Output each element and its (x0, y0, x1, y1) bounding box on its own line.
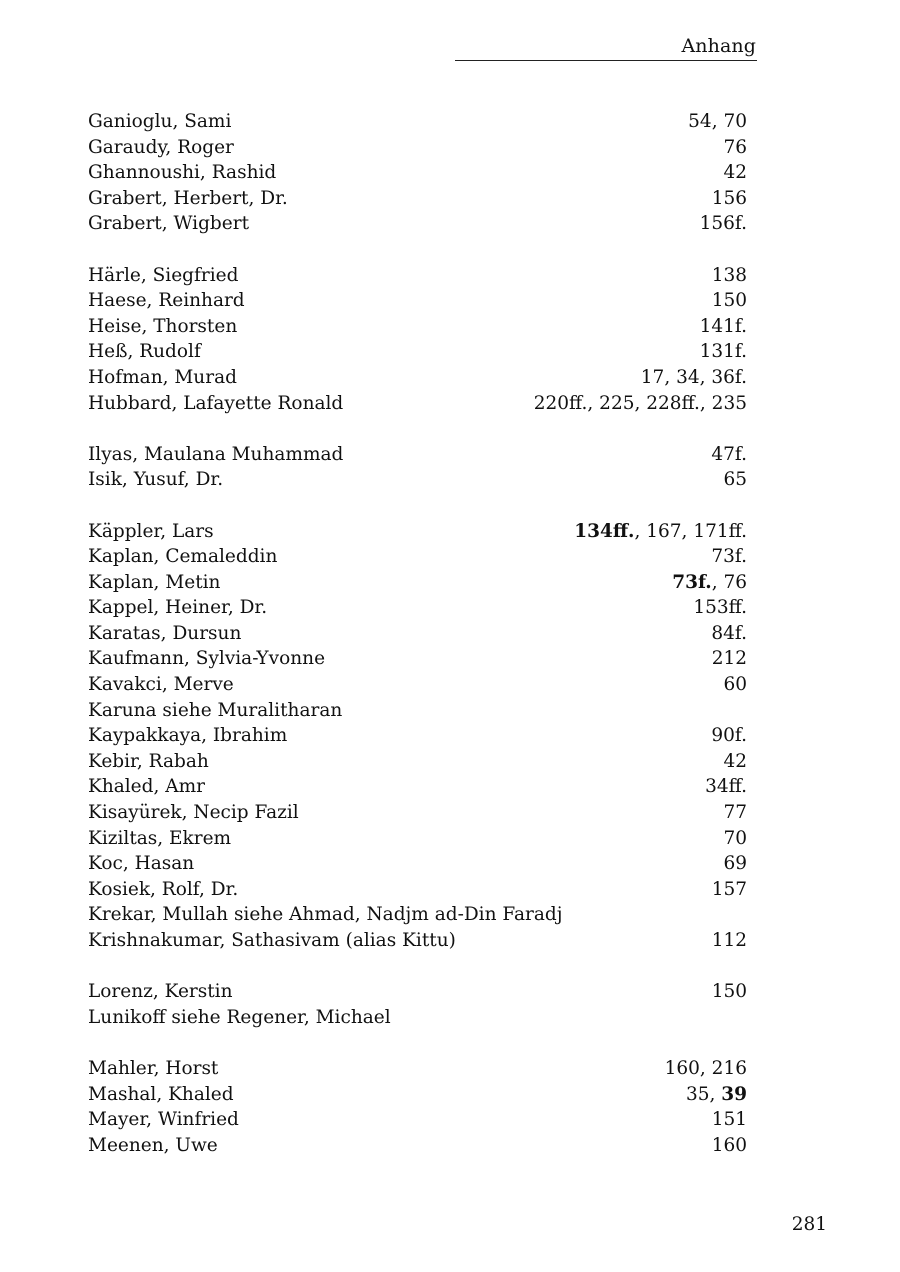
index-entry (88, 365, 747, 391)
index-entry (88, 1056, 747, 1082)
page-number: 281 (791, 1214, 827, 1235)
group-spacer (88, 416, 747, 442)
page-ref: 160, 216 (664, 1057, 747, 1079)
index-entry (88, 672, 747, 698)
entry-pages (700, 339, 747, 365)
entry-name: Isik, Yusuf, Dr. (88, 469, 224, 491)
page-ref: 54, 70 (688, 111, 747, 132)
page-ref: 70 (723, 827, 747, 849)
index-entry (88, 442, 747, 468)
entry-name: Hubbard, Lafayette Ronald (88, 392, 344, 414)
entry-name: Lorenz, Kerstin (88, 981, 233, 1003)
entry-pages (712, 186, 747, 212)
page-ref: 160 (711, 1134, 747, 1156)
page-ref: 112 (711, 930, 747, 951)
group-spacer (88, 954, 747, 980)
entry-pages (723, 135, 747, 161)
entry-pages (723, 851, 747, 877)
page-ref: 156f. (699, 213, 747, 235)
page-ref: 65 (723, 469, 747, 491)
entry-pages (686, 1082, 747, 1108)
page-ref: 69 (723, 853, 747, 875)
index-entry (88, 698, 747, 724)
entry-pages (711, 442, 747, 468)
entry-pages (693, 595, 747, 621)
entry-pages (723, 800, 747, 826)
page-ref: 73f. (711, 546, 747, 568)
entry-name: Karuna siehe Muralitharan (88, 699, 343, 721)
entry-pages (712, 928, 747, 954)
index-entry (88, 1005, 747, 1031)
entry-name: Käppler, Lars (88, 520, 214, 542)
entry-pages (712, 288, 747, 314)
page-ref: 220ff., 225, 228ff., 235 (533, 392, 747, 414)
page-ref: 34ff. (705, 776, 747, 798)
index-entry (88, 774, 747, 800)
page-ref-bold: 73f. (672, 571, 712, 593)
index-entry (88, 979, 747, 1005)
index-entry (88, 749, 747, 775)
entry-pages (700, 314, 747, 340)
entry-name: Kaplan, Cemaleddin (88, 546, 278, 568)
index-entry (88, 314, 747, 340)
entry-name: Garaudy, Roger (88, 136, 234, 158)
index-entry (88, 109, 747, 135)
page-ref-bold: 39 (721, 1083, 747, 1105)
index-entry (88, 902, 747, 928)
page-ref: 76 (723, 136, 747, 158)
page-ref: 77 (723, 802, 747, 824)
entry-name: Kebir, Rabah (88, 750, 209, 772)
entry-pages (534, 391, 747, 417)
entry-name: Ganioglu, Sami (88, 111, 232, 132)
entry-pages (712, 263, 747, 289)
index-entry (88, 1107, 747, 1133)
index-entry (88, 928, 747, 954)
index-entry (88, 135, 747, 161)
page-ref: , 76 (711, 571, 747, 593)
page-ref: 150 (711, 981, 747, 1003)
entry-name: Ilyas, Maulana Muhammad (88, 443, 344, 465)
entry-name: Haese, Reinhard (88, 290, 245, 312)
page-ref: 47f. (711, 443, 747, 465)
index-entry (88, 211, 747, 237)
entry-name: Ghannoushi, Rashid (88, 162, 277, 184)
index-entry (88, 595, 747, 621)
index-entry (88, 723, 747, 749)
entry-name: Kaplan, Metin (88, 571, 221, 593)
entry-name: Koc, Hasan (88, 853, 195, 875)
page-ref: 84f. (711, 622, 747, 644)
entry-name: Heß, Rudolf (88, 341, 201, 363)
entry-pages (705, 774, 747, 800)
entry-pages (665, 1056, 747, 1082)
group-spacer (88, 493, 747, 519)
entry-name: Krishnakumar, Sathasivam (alias Kittu) (88, 930, 456, 951)
entry-pages (723, 160, 747, 186)
entry-name: Kaypakkaya, Ibrahim (88, 725, 288, 747)
page-ref: 131f. (699, 341, 747, 363)
group-spacer (88, 237, 747, 263)
name-index (88, 109, 747, 1158)
entry-pages (672, 570, 747, 596)
entry-pages (723, 749, 747, 775)
entry-pages (688, 109, 747, 135)
index-entry (88, 646, 747, 672)
index-entry (88, 160, 747, 186)
entry-name: Kosiek, Rolf, Dr. (88, 878, 239, 900)
entry-name: Kisayürek, Necip Fazil (88, 802, 299, 824)
page-ref: , 167, 171ff. (634, 520, 747, 542)
page-ref: 90f. (711, 725, 747, 747)
index-entry (88, 391, 747, 417)
index-entry (88, 1082, 747, 1108)
group-spacer (88, 1030, 747, 1056)
entry-pages (712, 646, 747, 672)
entry-pages (700, 211, 747, 237)
index-entry (88, 263, 747, 289)
entry-pages (723, 826, 747, 852)
page-ref: 60 (723, 674, 747, 696)
index-entry (88, 851, 747, 877)
entry-name: Mashal, Khaled (88, 1083, 234, 1105)
index-entry (88, 570, 747, 596)
page-ref: 157 (711, 878, 747, 900)
entry-name: Heise, Thorsten (88, 315, 238, 337)
index-entry (88, 544, 747, 570)
entry-name: Grabert, Herbert, Dr. (88, 187, 288, 209)
page-ref: 141f. (699, 315, 747, 337)
page-ref: 42 (723, 750, 747, 772)
entry-pages (574, 519, 747, 545)
entry-name: Mahler, Horst (88, 1057, 219, 1079)
entry-name: Lunikoff siehe Regener, Michael (88, 1006, 391, 1028)
entry-pages (641, 365, 747, 391)
entry-name: Krekar, Mullah siehe Ahmad, Nadjm ad-Din Faradj (88, 904, 563, 926)
index-entry (88, 826, 747, 852)
entry-name: Meenen, Uwe (88, 1134, 218, 1156)
page-ref: 42 (723, 162, 747, 184)
header-rule (455, 60, 757, 61)
page-ref: 153ff. (693, 597, 747, 619)
entry-name: Grabert, Wigbert (88, 213, 249, 235)
index-entry (88, 519, 747, 545)
entry-name: Hofman, Murad (88, 366, 237, 388)
page-ref: 212 (711, 648, 747, 670)
index-entry (88, 621, 747, 647)
page-ref: 35, (685, 1083, 722, 1105)
index-entry (88, 339, 747, 365)
index-entry (88, 186, 747, 212)
index-entry (88, 800, 747, 826)
entry-name: Mayer, Winfried (88, 1109, 239, 1131)
page-ref: 150 (711, 290, 747, 312)
entry-name: Khaled, Amr (88, 776, 205, 798)
running-head: Anhang (681, 35, 756, 57)
entry-name: Kaufmann, Sylvia-Yvonne (88, 648, 326, 670)
entry-pages (712, 1133, 747, 1159)
page-ref: 156 (711, 187, 747, 209)
entry-name: Karatas, Dursun (88, 622, 242, 644)
entry-pages (723, 467, 747, 493)
page-ref: 17, 34, 36f. (640, 366, 747, 388)
entry-name: Kappel, Heiner, Dr. (88, 597, 268, 619)
entry-pages (712, 1107, 747, 1133)
entry-name: Kavakci, Merve (88, 674, 234, 696)
page-ref: 151 (711, 1109, 747, 1131)
index-entry (88, 467, 747, 493)
page-ref: 138 (711, 264, 747, 286)
entry-name: Härle, Siegfried (88, 264, 239, 286)
index-entry (88, 1133, 747, 1159)
entry-name: Kiziltas, Ekrem (88, 827, 232, 849)
entry-pages (711, 723, 747, 749)
index-entry (88, 288, 747, 314)
index-entry (88, 877, 747, 903)
entry-pages (712, 877, 747, 903)
entry-pages (711, 621, 747, 647)
entry-pages (711, 544, 747, 570)
entry-pages (712, 979, 747, 1005)
page-ref-bold: 134ff. (574, 520, 635, 542)
entry-pages (723, 672, 747, 698)
